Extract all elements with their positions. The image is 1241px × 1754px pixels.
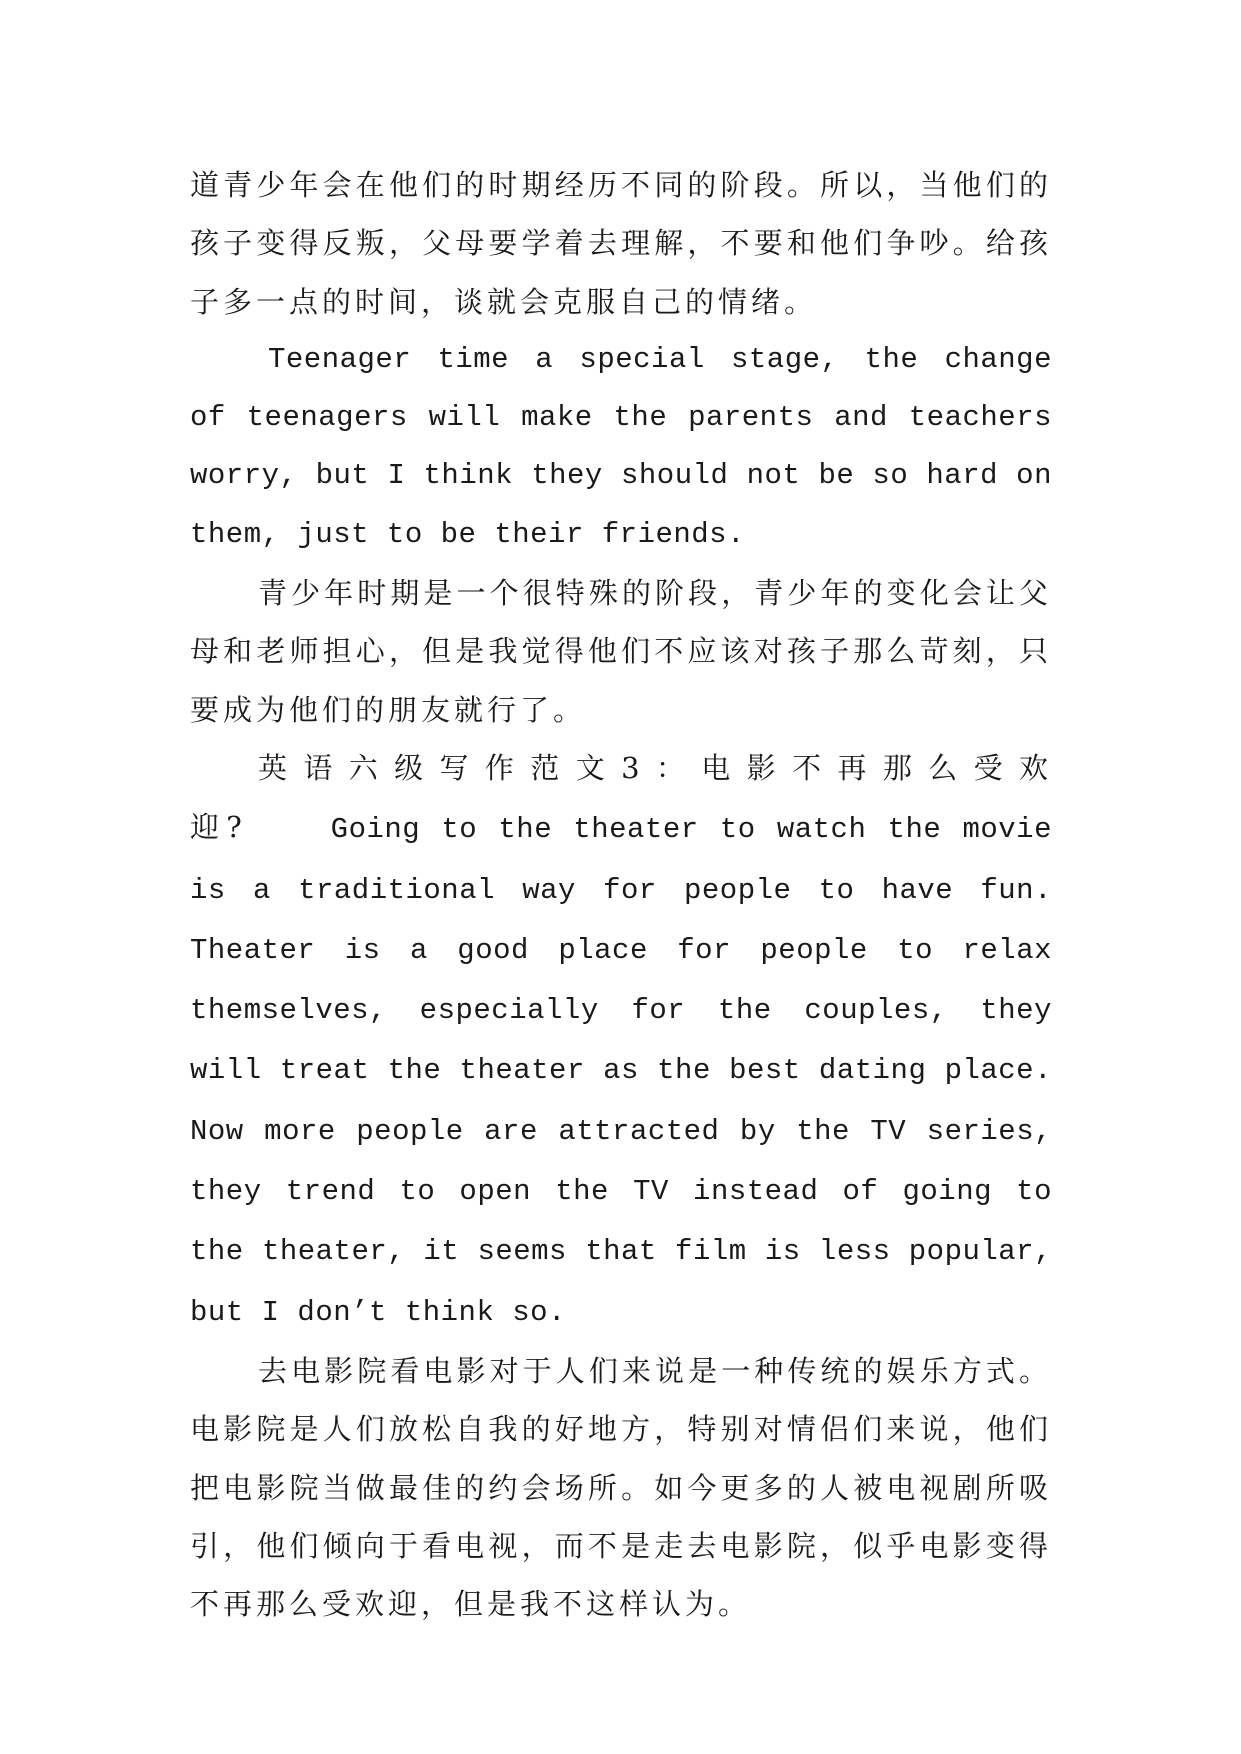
paragraph-en-teenager-stage	[190, 331, 1052, 564]
paragraph-mixed-movie-essay	[190, 739, 1052, 1342]
paragraph-zh-parent-advice	[190, 156, 1052, 331]
paragraph-text: Teenager time a special stage, the change of teenagers will make the parents and teachers worry, but I think they should not be so hard on them, just to be their friends.	[190, 342, 1052, 551]
paragraph-text: 青少年时期是一个很特殊的阶段，青少年的变化会让父母和老师担心，但是我觉得他们不应该对孩子那么苛刻，只要成为他们的朋友就行了。	[190, 576, 1052, 727]
document-page	[190, 156, 1052, 1633]
paragraph-zh-teenager-stage	[190, 564, 1052, 739]
essay-spacer	[246, 813, 331, 846]
paragraph-text: 去电影院看电影对于人们来说是一种传统的娱乐方式。电影院是人们放松自我的好地方，特别对情侣们来说，他们把电影院当做最佳的约会场所。如今更多的人被电视剧所吸引，他们倾向于看电视，而不是走去电影院，似乎电影变得不再那么受欢迎，但是我不这样认为。	[190, 1353, 1052, 1622]
paragraph-text: 道青少年会在他们的时期经历不同的阶段。所以，当他们的孩子变得反叛，父母要学着去理解，不要和他们争吵。给孩子多一点的时间，谈就会克服自己的情绪。	[190, 168, 1052, 319]
essay-heading: 英语六级写作范文3：电影不再那么受欢迎?	[190, 750, 1052, 845]
paragraph-text: Going to the theater to watch the movie is a traditional way for people to have fun. Theater is a good place for people to relax themselves, especially for the couples, they will treat the theater as the best dating place. Now more people are attracted by the TV series, they trend to open the TV instead of going to the theater, it seems that film is less popular, but I don’t think so.	[190, 813, 1052, 1329]
paragraph-zh-movie-essay	[190, 1342, 1052, 1633]
